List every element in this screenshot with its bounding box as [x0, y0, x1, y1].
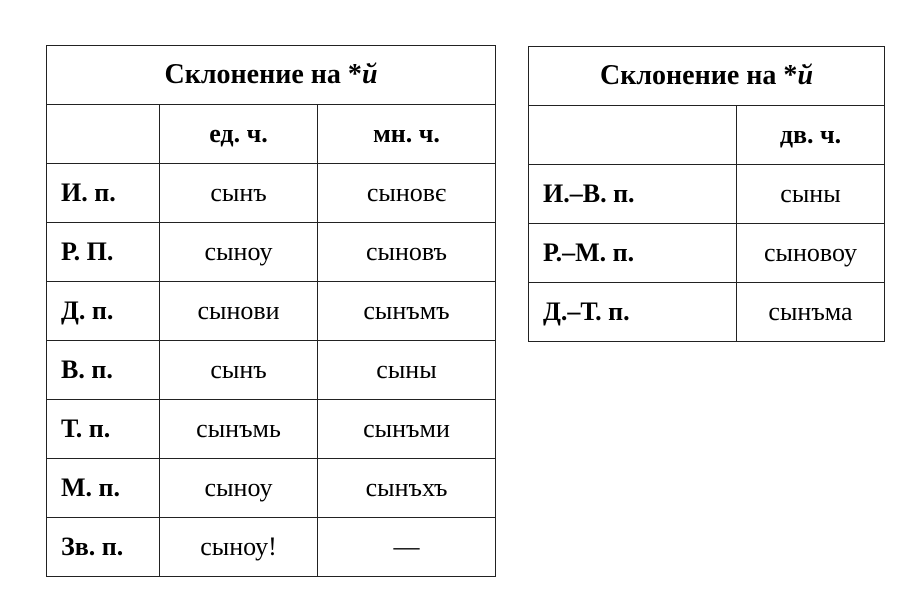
plural-form: сыновє — [318, 164, 496, 223]
case-label: Т. п. — [47, 400, 160, 459]
table-row — [47, 518, 496, 577]
table-row — [529, 165, 885, 224]
table-row — [47, 341, 496, 400]
header-plural: мн. ч. — [318, 105, 496, 164]
table-header-row — [529, 106, 885, 165]
header-empty — [47, 105, 160, 164]
table-row — [47, 282, 496, 341]
plural-form: сынъмъ — [318, 282, 496, 341]
declension-table-singular-plural — [46, 45, 496, 577]
singular-form: сынъмь — [160, 400, 318, 459]
case-label: Зв. п. — [47, 518, 160, 577]
dual-form: сыновоу — [737, 224, 885, 283]
header-singular: ед. ч. — [160, 105, 318, 164]
case-label: Р.–М. п. — [529, 224, 737, 283]
case-label: Р. П. — [47, 223, 160, 282]
table-row — [47, 400, 496, 459]
header-empty — [529, 106, 737, 165]
table-title-row — [47, 46, 496, 105]
case-label: И. п. — [47, 164, 160, 223]
table-header-row — [47, 105, 496, 164]
table-title: Склонение на *й — [529, 47, 885, 106]
header-dual: дв. ч. — [737, 106, 885, 165]
case-label: Д.–Т. п. — [529, 283, 737, 342]
table-title: Склонение на *й — [47, 46, 496, 105]
plural-form: сынъми — [318, 400, 496, 459]
case-label: М. п. — [47, 459, 160, 518]
singular-form: сыноу — [160, 459, 318, 518]
plural-form: сыновъ — [318, 223, 496, 282]
dual-form: сыны — [737, 165, 885, 224]
dual-form: сынъма — [737, 283, 885, 342]
plural-form: сыны — [318, 341, 496, 400]
declension-table-dual — [528, 46, 885, 342]
plural-form: сынъхъ — [318, 459, 496, 518]
singular-form: сынъ — [160, 341, 318, 400]
singular-form: сынови — [160, 282, 318, 341]
case-label: И.–В. п. — [529, 165, 737, 224]
table-row — [529, 224, 885, 283]
table-row — [47, 223, 496, 282]
singular-form: сыноу — [160, 223, 318, 282]
singular-form: сынъ — [160, 164, 318, 223]
table-row — [529, 283, 885, 342]
case-label: Д. п. — [47, 282, 160, 341]
table-title-row — [529, 47, 885, 106]
case-label: В. п. — [47, 341, 160, 400]
table-row — [47, 459, 496, 518]
singular-form: сыноу! — [160, 518, 318, 577]
plural-form: — — [318, 518, 496, 577]
table-row — [47, 164, 496, 223]
